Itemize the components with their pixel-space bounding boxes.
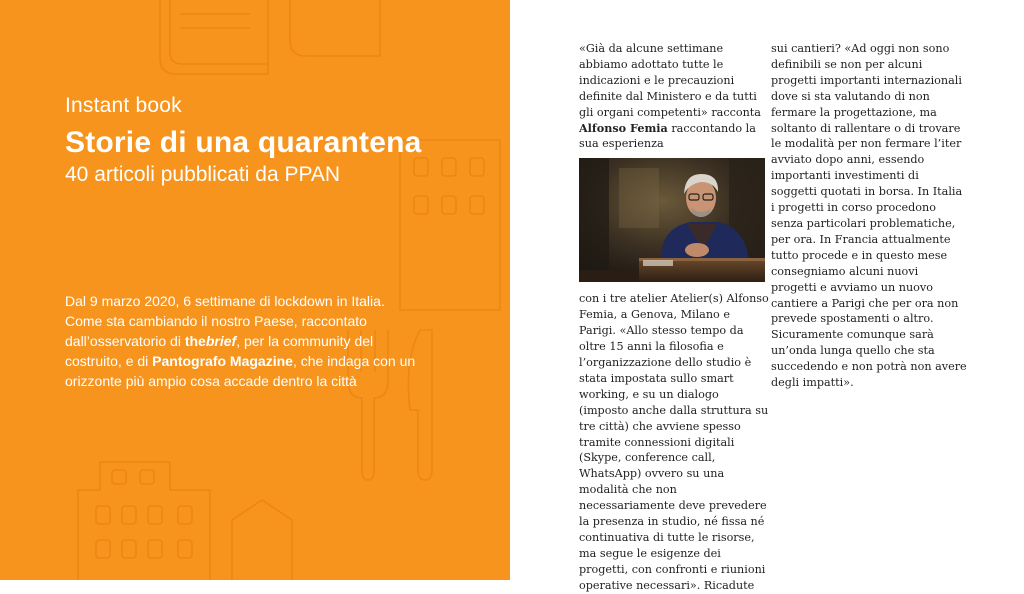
article-paragraph-3: sui cantieri? «Ad oggi non sono definibili se non per alcuni progetti importanti internazionali dove si sta valutando di non fermare la progettazione, ma soltanto di rallentare o di trovare le modalità per non fermare l’iter avviato dopo anni, essendo importanti investimenti di soggetti quotati in borsa. In Italia i progetti in corso procedono senza particolari problematiche, per ora. In Francia attualmente tutto procede e in questo mese consegniamo alcuni nuovi progetti e avviamo un nuovo cantiere a Parigi che per ora non prevede spostamenti o altro. Sicuramente comunque sarà un’onda lunga quello che sta succedendo e non potrà non avere degli impatti».	[771, 42, 967, 390]
article-column-1	[579, 41, 770, 594]
magazine-name: Pantografo Magazine	[152, 353, 293, 369]
intro-paragraph	[65, 291, 425, 391]
page-subtitle: 40 articoli pubblicati da PPAN	[65, 163, 341, 186]
intro-text-1: Dal 9 marzo 2020, 6 settimane di lockdown in Italia. Come sta cambiando il nostro Paese, raccontato dall’osservatorio di	[65, 293, 385, 349]
city-outline-icon	[78, 462, 210, 580]
page-title: Storie di una quarantena	[65, 126, 422, 159]
decorative-outline-illustrations	[0, 0, 510, 580]
building-outline-icon	[400, 140, 500, 310]
person-name: Alfonso Femia	[579, 120, 668, 135]
kicker: Instant book	[65, 94, 182, 117]
article-paragraph-2: con i tre atelier Atelier(s) Alfonso Femia, a Genova, Milano e Parigi. «Allo stesso tempo da oltre 15 anni la filosofia e l’organizzazione dello studio è stata impostata sullo smart working, e su un dialogo (imposto anche dalla struttura su tre città) che avviene spesso tramite connessioni digitali (Skype, conference call, WhatsApp) ovvero su una modalità che non necessariamente deve prevedere la presenza in studio, né fissa né continuativa di tutte le risorse, ma segue le esigenze dei progetti, con confronti e riunioni operative necessari». Ricadute	[579, 292, 769, 592]
intro-text-2: , per la community del costruito, e di	[65, 333, 374, 369]
cover-panel	[0, 0, 510, 580]
article-column-2	[771, 41, 967, 391]
brand-name: thebrief	[184, 333, 237, 349]
intro-text-3: , che indaga con un orizzonte più ampio cosa accade dentro la città	[65, 353, 416, 389]
article-paragraph-1: «Già da alcune settimane abbiamo adottato tutte le indicazioni e le precauzioni definite dal Ministero e da tutti gli organi competenti» racconta Alfonso Femia raccontando la sua esperienza	[579, 42, 761, 151]
portrait-photo	[579, 158, 765, 282]
